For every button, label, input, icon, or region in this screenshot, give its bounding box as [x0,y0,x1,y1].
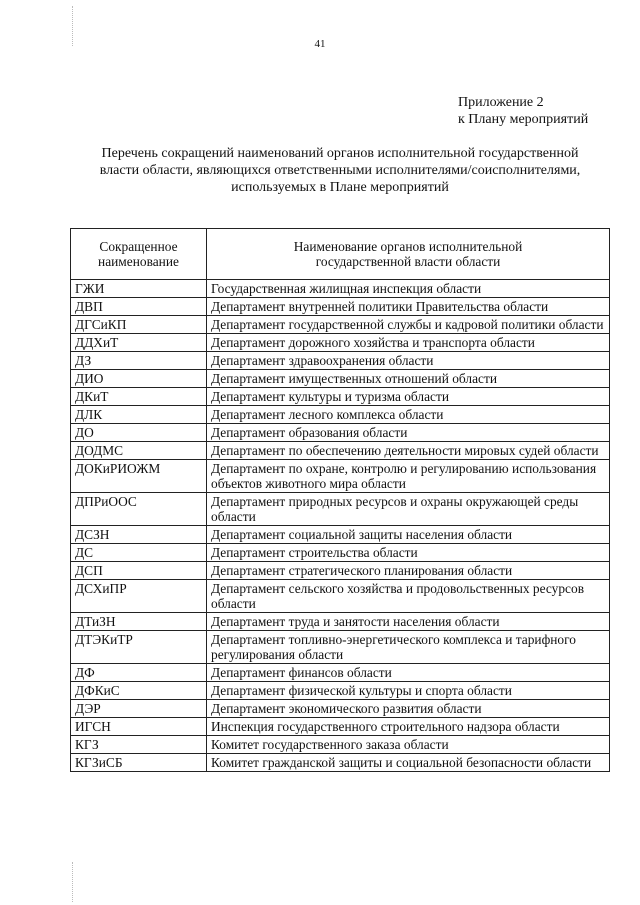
table-row [71,613,610,631]
table-row [71,388,610,406]
abbreviation-cell: КГЗ [71,736,207,754]
abbreviation-cell: ДФ [71,664,207,682]
header-abbr-line-2: наименование [98,254,179,269]
abbreviation-cell: ДВП [71,298,207,316]
table-row [71,280,610,298]
full-name-cell: Департамент сельского хозяйства и продовольственных ресурсов области [207,580,610,613]
abbreviation-cell: ДФКиС [71,682,207,700]
table-row [71,493,610,526]
full-name-cell: Департамент культуры и туризма области [207,388,610,406]
full-name-cell: Департамент строительства области [207,544,610,562]
margin-dots-bottom [72,862,75,902]
full-name-cell: Департамент по обеспечению деятельности мировых судей области [207,442,610,460]
full-name-cell: Инспекция государственного строительного надзора области [207,718,610,736]
appendix-line-1: Приложение 2 [458,95,544,110]
full-name-cell: Департамент топливно-энергетического комплекса и тарифного регулирования области [207,631,610,664]
abbreviation-cell: ДСХиПР [71,580,207,613]
abbreviation-cell: ДЛК [71,406,207,424]
header-abbreviation [71,229,207,280]
table-header-row [71,229,610,280]
full-name-cell: Департамент имущественных отношений области [207,370,610,388]
table-row [71,316,610,334]
document-title [70,145,610,196]
abbreviation-cell: ГЖИ [71,280,207,298]
full-name-cell: Департамент природных ресурсов и охраны окружающей среды области [207,493,610,526]
abbreviation-cell: ИГСН [71,718,207,736]
abbreviation-cell: ДЭР [71,700,207,718]
table-row [71,682,610,700]
abbreviation-cell: ДОКиРИОЖМ [71,460,207,493]
title-line-1: Перечень сокращений наименований органов исполнительной государственной [101,146,579,161]
appendix-reference [458,94,588,128]
full-name-cell: Департамент дорожного хозяйства и транспорта области [207,334,610,352]
table-row [71,406,610,424]
abbreviation-cell: ДТЭКиТР [71,631,207,664]
table-row [71,718,610,736]
full-name-cell: Департамент физической культуры и спорта области [207,682,610,700]
full-name-cell: Департамент по охране, контролю и регулированию использования объектов животного мира области [207,460,610,493]
full-name-cell: Департамент социальной защиты населения области [207,526,610,544]
abbreviations-table [70,228,610,772]
full-name-cell: Департамент экономического развития области [207,700,610,718]
abbreviation-cell: ДДХиТ [71,334,207,352]
table-row [71,424,610,442]
full-name-cell: Департамент образования области [207,424,610,442]
full-name-cell: Департамент лесного комплекса области [207,406,610,424]
full-name-cell: Департамент финансов области [207,664,610,682]
table-row [71,754,610,772]
page-number: 41 [314,38,326,50]
table-row [71,298,610,316]
full-name-cell: Комитет государственного заказа области [207,736,610,754]
abbreviation-cell: ДЗ [71,352,207,370]
abbreviation-cell: ДСЗН [71,526,207,544]
header-name-line-1: Наименование органов исполнительной [293,239,523,254]
abbreviation-cell: ДОДМС [71,442,207,460]
abbreviation-cell: ДО [71,424,207,442]
abbreviation-cell: ДИО [71,370,207,388]
abbreviation-cell: ДГСиКП [71,316,207,334]
full-name-cell: Департамент внутренней политики Правительства области [207,298,610,316]
abbreviation-cell: КГЗиСБ [71,754,207,772]
header-full-name [207,229,610,280]
full-name-cell: Департамент стратегического планирования области [207,562,610,580]
full-name-cell: Комитет гражданской защиты и социальной безопасности области [207,754,610,772]
table-row [71,631,610,664]
table-row [71,700,610,718]
table-row [71,352,610,370]
header-abbr-line-1: Сокращенное [99,239,178,254]
table-row [71,544,610,562]
table-row [71,460,610,493]
table-body [71,229,610,772]
full-name-cell: Департамент государственной службы и кадровой политики области [207,316,610,334]
header-name-line-2: государственной власти области [315,254,501,269]
table-row [71,580,610,613]
full-name-cell: Департамент здравоохранения области [207,352,610,370]
table-row [71,334,610,352]
table-row [71,736,610,754]
full-name-cell: Департамент труда и занятости населения области [207,613,610,631]
table-row [71,664,610,682]
abbreviation-cell: ДКиТ [71,388,207,406]
title-line-3: используемых в Плане мероприятий [231,180,449,195]
full-name-cell: Государственная жилищная инспекция области [207,280,610,298]
table-row [71,562,610,580]
abbreviation-cell: ДСП [71,562,207,580]
table-row [71,442,610,460]
abbreviation-cell: ДТиЗН [71,613,207,631]
appendix-line-2: к Плану мероприятий [458,112,589,127]
abbreviation-cell: ДПРиООС [71,493,207,526]
abbreviation-cell: ДС [71,544,207,562]
title-line-2: власти области, являющихся ответственными исполнителями/соисполнителями, [99,163,581,178]
table-row [71,370,610,388]
table-row [71,526,610,544]
